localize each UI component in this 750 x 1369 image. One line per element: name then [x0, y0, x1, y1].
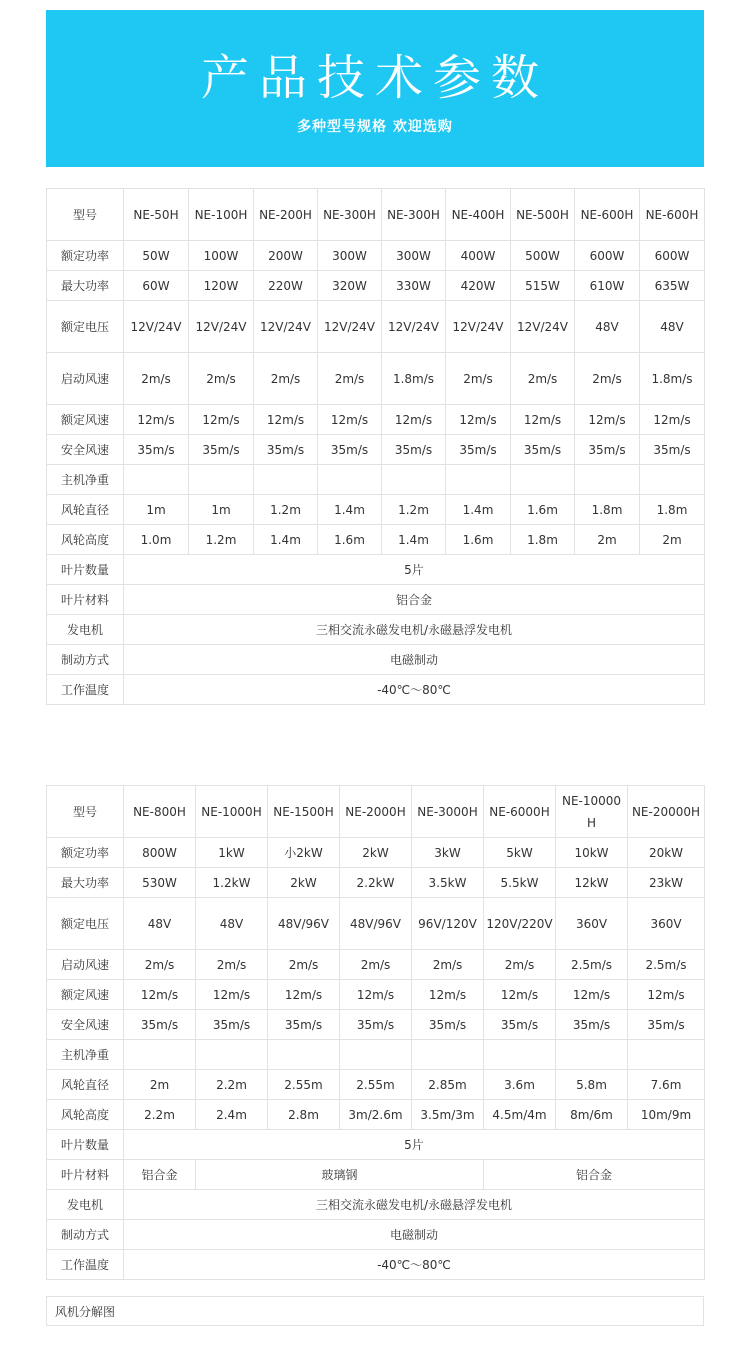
spec-value [254, 465, 318, 495]
row-label: 最大功率 [47, 868, 124, 898]
spec-value: 三相交流永磁发电机/永磁悬浮发电机 [124, 1190, 705, 1220]
table-row [47, 1130, 705, 1160]
spec-value: 12V/24V [254, 301, 318, 353]
spec-value: 400W [446, 241, 511, 271]
table-row [47, 868, 705, 898]
spec-value: 48V [196, 898, 268, 950]
spec-value: 515W [511, 271, 575, 301]
table-row [47, 465, 705, 495]
row-label: 额定风速 [47, 405, 124, 435]
table-row [47, 615, 705, 645]
row-label: 主机净重 [47, 1040, 124, 1070]
spec-value: 铝合金 [484, 1160, 705, 1190]
spec-value: 12m/s [318, 405, 382, 435]
spec-value: 7.6m [628, 1070, 705, 1100]
spec-value: 35m/s [124, 435, 189, 465]
spec-value [124, 1040, 196, 1070]
spec-value: 35m/s [446, 435, 511, 465]
spec-value: 635W [640, 271, 705, 301]
spec-value: 1.6m [318, 525, 382, 555]
spec-value: 2kW [340, 838, 412, 868]
spec-value: 1.6m [446, 525, 511, 555]
row-label: 叶片材料 [47, 585, 124, 615]
spec-value: 800W [124, 838, 196, 868]
spec-value: 2.4m [196, 1100, 268, 1130]
spec-value: 2.55m [340, 1070, 412, 1100]
spec-value: 1.6m [511, 495, 575, 525]
spec-value: 2m/s [124, 950, 196, 980]
spec-value: 96V/120V [412, 898, 484, 950]
spec-value: 3m/2.6m [340, 1100, 412, 1130]
spec-value: 电磁制动 [124, 1220, 705, 1250]
spec-value: 1.8m/s [640, 353, 705, 405]
spec-value: 48V/96V [340, 898, 412, 950]
table-row [47, 950, 705, 980]
table-row [47, 353, 705, 405]
spec-value: 3.6m [484, 1070, 556, 1100]
table-row [47, 786, 705, 838]
spec-value: 35m/s [628, 1010, 705, 1040]
spec-value [124, 465, 189, 495]
spec-value: 12m/s [189, 405, 254, 435]
table-row [47, 555, 705, 585]
header-label: 型号 [47, 786, 124, 838]
spec-value [484, 1040, 556, 1070]
model-header: NE-6000H [484, 786, 556, 838]
spec-table-large [46, 785, 705, 1280]
spec-value: 1.8m [511, 525, 575, 555]
row-label: 启动风速 [47, 950, 124, 980]
spec-value: 12m/s [254, 405, 318, 435]
row-label: 启动风速 [47, 353, 124, 405]
spec-value: 60W [124, 271, 189, 301]
spec-value: 20kW [628, 838, 705, 868]
row-label: 制动方式 [47, 1220, 124, 1250]
spec-value: 5.5kW [484, 868, 556, 898]
spec-value: 2m/s [196, 950, 268, 980]
model-header: NE-300H [382, 189, 446, 241]
model-header: NE-10000H [556, 786, 628, 838]
spec-value [318, 465, 382, 495]
spec-value: 610W [575, 271, 640, 301]
banner-title: 产品技术参数 [200, 50, 549, 106]
spec-value: 200W [254, 241, 318, 271]
spec-value: 35m/s [412, 1010, 484, 1040]
spec-value [412, 1040, 484, 1070]
header-label: 型号 [47, 189, 124, 241]
spec-value: 2.85m [412, 1070, 484, 1100]
table-row [47, 495, 705, 525]
model-header: NE-3000H [412, 786, 484, 838]
spec-value: 50W [124, 241, 189, 271]
spec-value [340, 1040, 412, 1070]
spec-value: 48V [575, 301, 640, 353]
spec-value: 玻璃钢 [196, 1160, 484, 1190]
spec-value: 1.2kW [196, 868, 268, 898]
model-header: NE-400H [446, 189, 511, 241]
model-header: NE-300H [318, 189, 382, 241]
spec-value: 2m [575, 525, 640, 555]
spec-value: 12m/s [640, 405, 705, 435]
spec-value: 420W [446, 271, 511, 301]
spec-value: 4.5m/4m [484, 1100, 556, 1130]
spec-value: 120W [189, 271, 254, 301]
spec-value: 500W [511, 241, 575, 271]
spec-value: 2m [640, 525, 705, 555]
spec-value: 2m/s [318, 353, 382, 405]
model-header: NE-600H [640, 189, 705, 241]
model-header: NE-1500H [268, 786, 340, 838]
model-header: NE-600H [575, 189, 640, 241]
row-label: 主机净重 [47, 465, 124, 495]
model-header: NE-100H [189, 189, 254, 241]
table-row [47, 271, 705, 301]
row-label: 制动方式 [47, 645, 124, 675]
row-label: 工作温度 [47, 675, 124, 705]
spec-value: 12V/24V [189, 301, 254, 353]
spec-value: 2m/s [124, 353, 189, 405]
spec-value: 600W [640, 241, 705, 271]
spec-value [382, 465, 446, 495]
row-label: 叶片数量 [47, 555, 124, 585]
spec-value: 100W [189, 241, 254, 271]
row-label: 额定电压 [47, 898, 124, 950]
spec-value: 1.4m [318, 495, 382, 525]
spec-value: 300W [318, 241, 382, 271]
spec-value: 12m/s [484, 980, 556, 1010]
spec-value: 5片 [124, 555, 705, 585]
spec-value: 1.4m [254, 525, 318, 555]
spec-value: 35m/s [189, 435, 254, 465]
table-row [47, 241, 705, 271]
row-label: 最大功率 [47, 271, 124, 301]
spec-value: 12kW [556, 868, 628, 898]
spec-value [511, 465, 575, 495]
spec-value: 三相交流永磁发电机/永磁悬浮发电机 [124, 615, 705, 645]
spec-value: 2m/s [189, 353, 254, 405]
model-header: NE-200H [254, 189, 318, 241]
spec-value: 12m/s [340, 980, 412, 1010]
table-row [47, 301, 705, 353]
table-row [47, 1250, 705, 1280]
spec-value [575, 465, 640, 495]
spec-value: 铝合金 [124, 585, 705, 615]
spec-value: 2.5m/s [556, 950, 628, 980]
spec-value: 2m/s [511, 353, 575, 405]
spec-value: 12m/s [412, 980, 484, 1010]
banner-subtitle: 多种型号规格 欢迎选购 [297, 119, 453, 135]
spec-value: 1.2m [254, 495, 318, 525]
spec-value: 12V/24V [511, 301, 575, 353]
spec-value: 35m/s [640, 435, 705, 465]
spec-value: 2.8m [268, 1100, 340, 1130]
spec-value: 12m/s [124, 980, 196, 1010]
spec-value: 35m/s [196, 1010, 268, 1040]
spec-value: 12m/s [268, 980, 340, 1010]
table-row [47, 1220, 705, 1250]
spec-value: 530W [124, 868, 196, 898]
model-header: NE-50H [124, 189, 189, 241]
table-row [47, 1040, 705, 1070]
spec-value: 12m/s [196, 980, 268, 1010]
table-row [47, 898, 705, 950]
spec-value: 35m/s [254, 435, 318, 465]
row-label: 发电机 [47, 1190, 124, 1220]
row-label: 额定风速 [47, 980, 124, 1010]
spec-value [446, 465, 511, 495]
spec-value: 2m/s [412, 950, 484, 980]
table-row [47, 405, 705, 435]
spec-value: 360V [556, 898, 628, 950]
spec-value: 2m/s [268, 950, 340, 980]
spec-value: 12V/24V [124, 301, 189, 353]
row-label: 叶片材料 [47, 1160, 124, 1190]
table-row [47, 585, 705, 615]
spec-value: 12m/s [446, 405, 511, 435]
spec-value: 5kW [484, 838, 556, 868]
spec-value [196, 1040, 268, 1070]
spec-value: 35m/s [318, 435, 382, 465]
spec-value: 2.55m [268, 1070, 340, 1100]
table-row [47, 1100, 705, 1130]
spec-value: 220W [254, 271, 318, 301]
row-label: 风轮高度 [47, 525, 124, 555]
spec-value: 120V/220V [484, 898, 556, 950]
spec-value: 23kW [628, 868, 705, 898]
spec-value: 2m [124, 1070, 196, 1100]
table-row [47, 980, 705, 1010]
spec-value: 600W [575, 241, 640, 271]
spec-value: 12m/s [556, 980, 628, 1010]
header-banner [46, 10, 704, 167]
spec-value: 35m/s [124, 1010, 196, 1040]
spec-value: 12m/s [511, 405, 575, 435]
spec-value: 1.2m [382, 495, 446, 525]
spec-value: 1.8m [575, 495, 640, 525]
table-row [47, 675, 705, 705]
row-label: 风轮直径 [47, 495, 124, 525]
model-header: NE-2000H [340, 786, 412, 838]
table-row [47, 1190, 705, 1220]
spec-value: 3.5m/3m [412, 1100, 484, 1130]
spec-value: 2m/s [484, 950, 556, 980]
spec-value: 2.2m [196, 1070, 268, 1100]
row-label: 叶片数量 [47, 1130, 124, 1160]
spec-value: 12V/24V [446, 301, 511, 353]
spec-value: 1m [189, 495, 254, 525]
row-label: 工作温度 [47, 1250, 124, 1280]
spec-value: 小2kW [268, 838, 340, 868]
spec-value: 1.8m/s [382, 353, 446, 405]
spec-value: 铝合金 [124, 1160, 196, 1190]
spec-value [189, 465, 254, 495]
spec-value: 35m/s [268, 1010, 340, 1040]
spec-value: 2m/s [575, 353, 640, 405]
spec-value: 320W [318, 271, 382, 301]
model-header: NE-1000H [196, 786, 268, 838]
spec-value: 35m/s [484, 1010, 556, 1040]
spec-value: -40℃～80℃ [124, 675, 705, 705]
table-row [47, 645, 705, 675]
table-row [47, 1070, 705, 1100]
spec-value: 48V/96V [268, 898, 340, 950]
table-row [47, 189, 705, 241]
spec-value: 1.4m [382, 525, 446, 555]
table-row [47, 838, 705, 868]
spec-value: 48V [124, 898, 196, 950]
table-row [47, 1010, 705, 1040]
spec-value [628, 1040, 705, 1070]
spec-value: 1kW [196, 838, 268, 868]
spec-value: 35m/s [556, 1010, 628, 1040]
spec-value: 5.8m [556, 1070, 628, 1100]
spec-value: 10kW [556, 838, 628, 868]
spec-value: 35m/s [340, 1010, 412, 1040]
table-row [47, 435, 705, 465]
row-label: 额定功率 [47, 241, 124, 271]
spec-value: 电磁制动 [124, 645, 705, 675]
spec-value: 2.5m/s [628, 950, 705, 980]
row-label: 风轮直径 [47, 1070, 124, 1100]
spec-value: 12m/s [628, 980, 705, 1010]
row-label: 安全风速 [47, 435, 124, 465]
spec-value: 12m/s [124, 405, 189, 435]
spec-value: 10m/9m [628, 1100, 705, 1130]
spec-value: 8m/6m [556, 1100, 628, 1130]
spec-value: 35m/s [382, 435, 446, 465]
spec-value: 35m/s [511, 435, 575, 465]
row-label: 风轮高度 [47, 1100, 124, 1130]
spec-value: 1m [124, 495, 189, 525]
spec-value: 1.4m [446, 495, 511, 525]
spec-value [640, 465, 705, 495]
spec-value: 330W [382, 271, 446, 301]
spec-value: 12m/s [382, 405, 446, 435]
row-label: 额定功率 [47, 838, 124, 868]
spec-value: 360V [628, 898, 705, 950]
spec-value: 48V [640, 301, 705, 353]
spec-value: 35m/s [575, 435, 640, 465]
spec-value: 1.8m [640, 495, 705, 525]
spec-value: 12m/s [575, 405, 640, 435]
table-row [47, 525, 705, 555]
model-header: NE-500H [511, 189, 575, 241]
spec-value: 2.2m [124, 1100, 196, 1130]
spec-value: 12V/24V [382, 301, 446, 353]
row-label: 安全风速 [47, 1010, 124, 1040]
spec-value: 3.5kW [412, 868, 484, 898]
spec-value: 2m/s [254, 353, 318, 405]
model-header: NE-20000H [628, 786, 705, 838]
spec-value: 1.0m [124, 525, 189, 555]
row-label: 发电机 [47, 615, 124, 645]
spec-value: 2kW [268, 868, 340, 898]
spec-value [268, 1040, 340, 1070]
spec-value: 12V/24V [318, 301, 382, 353]
spec-value: 2.2kW [340, 868, 412, 898]
exploded-view-heading: 风机分解图 [46, 1296, 704, 1326]
spec-value: -40℃～80℃ [124, 1250, 705, 1280]
spec-value: 2m/s [340, 950, 412, 980]
spec-value [556, 1040, 628, 1070]
spec-table-small [46, 188, 705, 705]
spec-value: 2m/s [446, 353, 511, 405]
model-header: NE-800H [124, 786, 196, 838]
spec-value: 1.2m [189, 525, 254, 555]
spec-value: 5片 [124, 1130, 705, 1160]
spec-value: 300W [382, 241, 446, 271]
row-label: 额定电压 [47, 301, 124, 353]
spec-value: 3kW [412, 838, 484, 868]
table-row [47, 1160, 705, 1190]
